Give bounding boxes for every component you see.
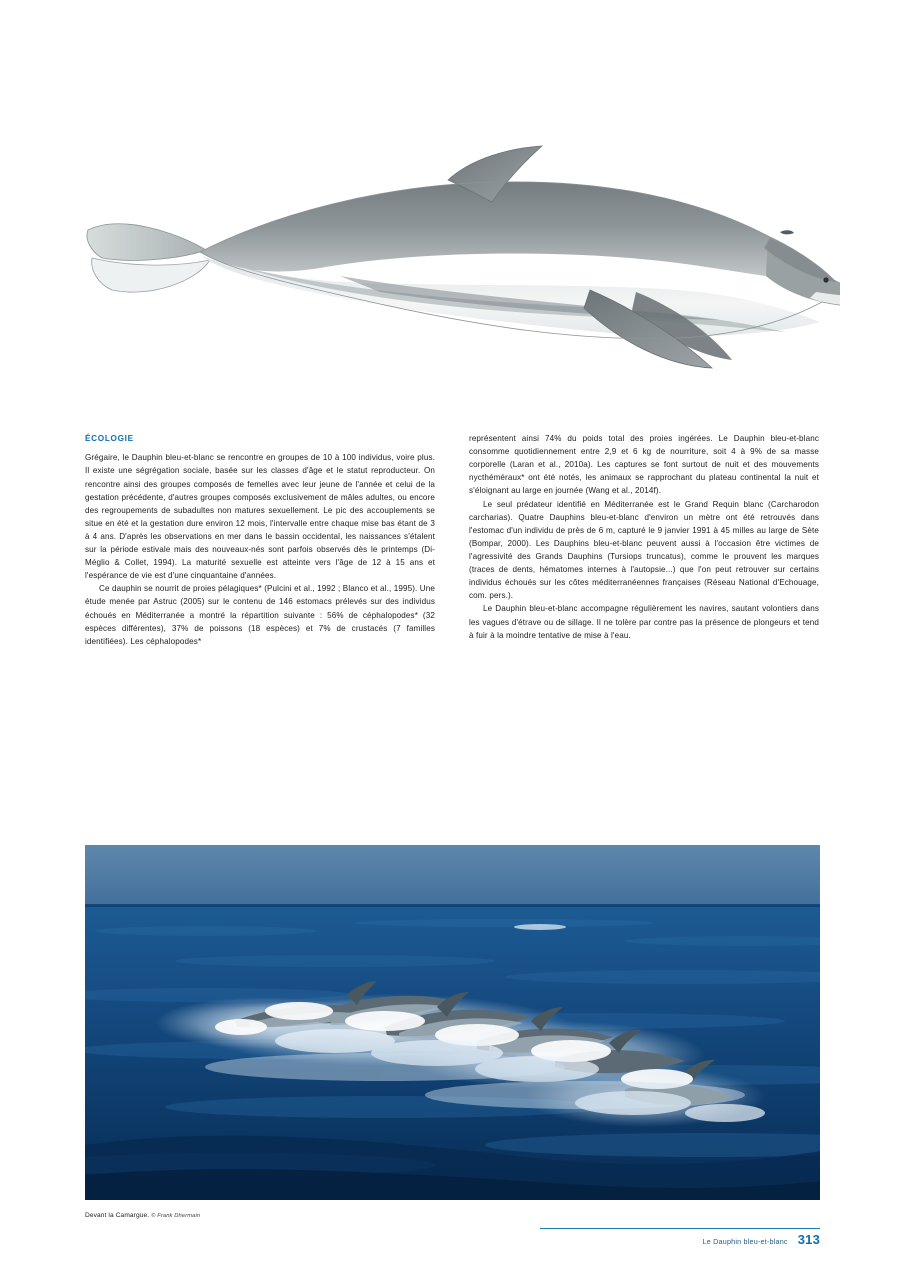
column-left xyxy=(85,432,435,827)
caption-text: Devant la Camargue. xyxy=(85,1212,150,1219)
paragraph: Le seul prédateur identifié en Méditerranée est le Grand Requin blanc (Carcharodon carcharias). Quatre Dauphins bleu-et-blanc d'environ un mètre ont été retrouvés dans l'estomac d'un individu de près de 6 m, capturé le 9 janvier 1991 à 45 milles au large de Sète (Bompar, 2000). Les Dauphins bleu-et-blanc peuvent aussi à l'occasion être victimes de l'agressivité des Grands Dauphins (Tursiops truncatus), comme le prouvent les marques (traces de dents, hématomes internes à l'autopsie...) que l'on peut retrouver sur certains individus échoués sur les côtes méditerranéennes françaises (Réseau National d'Echouage, com. pers.). xyxy=(469,499,819,601)
section-title-ecologie: ÉCOLOGIE xyxy=(85,434,134,443)
footer-title: Le Dauphin bleu-et-blanc xyxy=(702,1237,788,1246)
page-footer xyxy=(703,1232,820,1247)
photo-caption xyxy=(85,1212,200,1219)
footer-rule xyxy=(540,1228,820,1229)
paragraph: représentent ainsi 74% du poids total des proies ingérées. Le Dauphin bleu-et-blanc consomme quotidiennement entre 2,9 et 6 kg de nourriture, soit 4 à 9% de sa masse corporelle (Laran et al., 2010a). Les captures se font surtout de nuit et des mouvements nycthéméraux* ont été notés, les animaux se rapprochant du plateau continental la nuit et s'éloignant au large en journée (Wang et al., 2014f). xyxy=(469,434,819,496)
page-number: 313 xyxy=(797,1232,820,1247)
dolphins-at-sea-photo xyxy=(85,845,820,1200)
striped-dolphin-illustration xyxy=(80,140,840,390)
paragraph: Grégaire, le Dauphin bleu-et-blanc se rencontre en groupes de 10 à 100 individus, voire plus. Il existe une ségrégation sociale, basée sur les classes d'âge et le statut reproducteur. On rencontre ainsi des groupes composés de femelles avec leur jeune de l'année et celui de la gestation précédente, d'autres groupes composés exclusivement de mâles adultes, ou encore des regroupements de subadultes non matures sexuellement. Le pic des accouplements se situe en été et la gestation dure environ 12 mois, l'intervalle entre chaque mise bas étant de 3 à 4 ans. D'après les observations en mer dans le bassin occidental, les naissances s'étalent sur la période estivale mais des nouveaux-nés sont parfois observés dès le printemps (Di-Méglio & Collet, 1994). La maturité sexuelle est atteinte vers l'âge de 12 à 15 ans et l'espérance de vie est d'une cinquantaine d'années. xyxy=(85,453,435,581)
paragraph: Le Dauphin bleu-et-blanc accompagne régulièrement les navires, sautant volontiers dans les vagues d'étrave ou de sillage. Il ne tolère par contre pas la présence de plongeurs et tend à fuir à la moindre tentative de mise à l'eau. xyxy=(469,604,819,640)
caption-credit: © Frank Dhermain xyxy=(151,1213,201,1219)
article-body xyxy=(85,432,820,827)
column-right xyxy=(469,432,819,827)
paragraph: Ce dauphin se nourrit de proies pélagiques* (Pulcini et al., 1992 ; Blanco et al., 1995). Une étude menée par Astruc (2005) sur le contenu de 146 estomacs prélevés sur des individus échoués en Méditerranée a montré la répartition suivante : 56% de céphalopodes* (32 espèces différentes), 37% de poissons (18 espèces) et 7% de crustacés (7 familles identifiées). Les céphalopodes* xyxy=(85,584,435,646)
